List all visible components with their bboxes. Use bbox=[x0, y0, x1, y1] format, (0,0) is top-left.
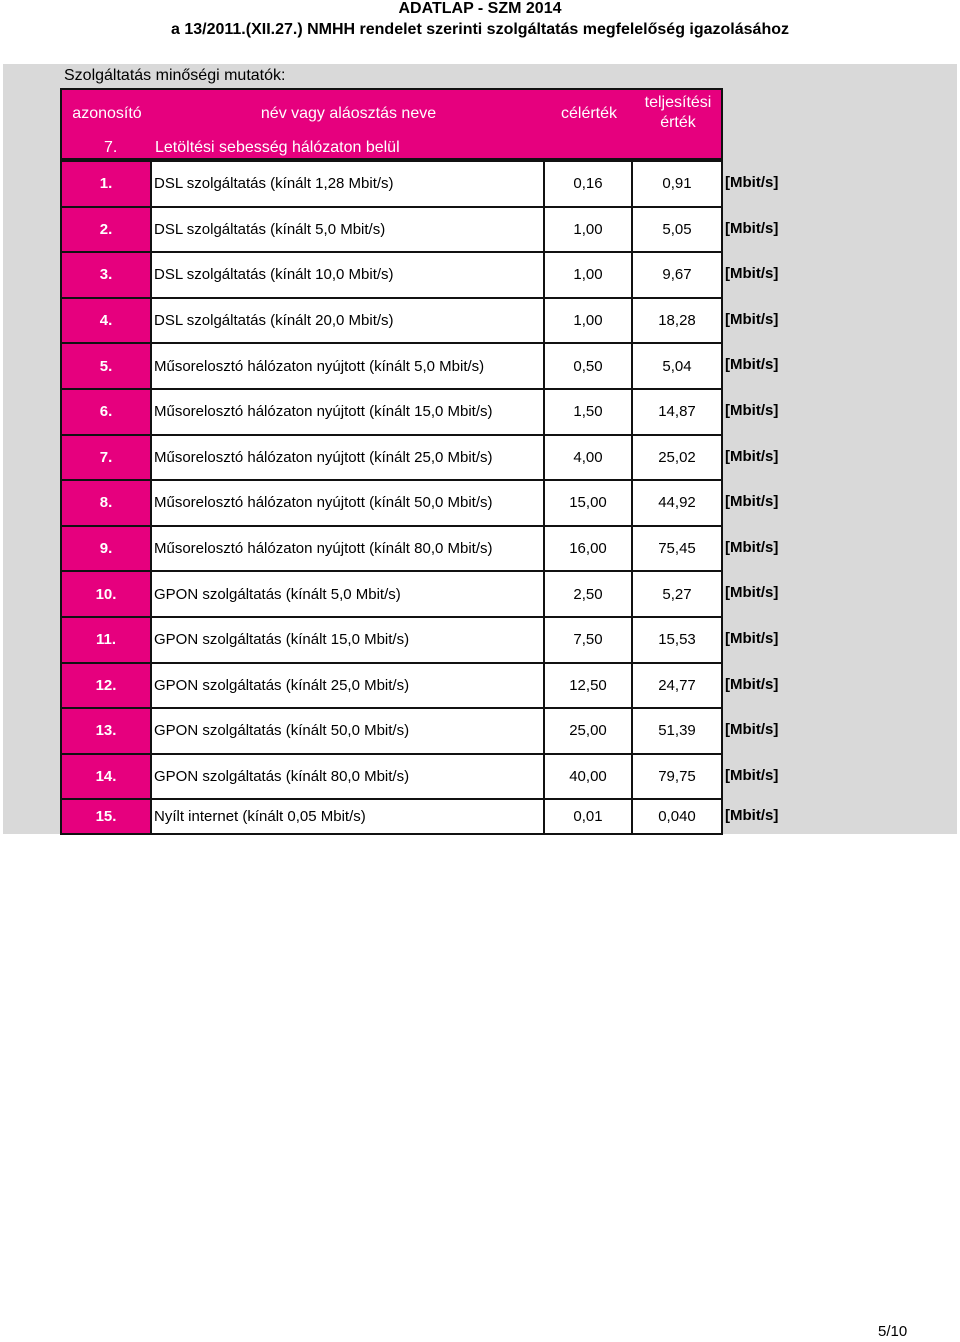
row-performance-value: 0,91 bbox=[631, 160, 723, 206]
row-id: 14. bbox=[60, 753, 150, 799]
table-row bbox=[60, 753, 723, 799]
row-name: Műsorelosztó hálózaton nyújtott (kínált 25,0 Mbit/s) bbox=[150, 434, 543, 480]
row-unit: [Mbit/s] bbox=[725, 807, 779, 825]
row-name: Műsorelosztó hálózaton nyújtott (kínált 5,0 Mbit/s) bbox=[150, 342, 543, 388]
row-name: GPON szolgáltatás (kínált 15,0 Mbit/s) bbox=[150, 616, 543, 662]
row-target-value: 16,00 bbox=[543, 525, 631, 571]
row-unit: [Mbit/s] bbox=[725, 356, 779, 374]
row-performance-value: 25,02 bbox=[631, 434, 723, 480]
row-name: GPON szolgáltatás (kínált 80,0 Mbit/s) bbox=[150, 753, 543, 799]
row-unit: [Mbit/s] bbox=[725, 402, 779, 419]
row-performance-value: 9,67 bbox=[631, 251, 723, 297]
row-unit: [Mbit/s] bbox=[725, 721, 779, 739]
row-target-value: 40,00 bbox=[543, 753, 631, 799]
row-unit: [Mbit/s] bbox=[725, 675, 779, 693]
row-unit: [Mbit/s] bbox=[725, 174, 779, 191]
row-unit: [Mbit/s] bbox=[725, 219, 779, 237]
table-row bbox=[60, 342, 723, 388]
section-title: Szolgáltatás minőségi mutatók: bbox=[64, 67, 286, 84]
row-target-value: 1,50 bbox=[543, 388, 631, 434]
row-target-value: 1,00 bbox=[543, 251, 631, 297]
document-title: ADATLAP - SZM 2014 bbox=[398, 0, 562, 17]
row-name: DSL szolgáltatás (kínált 10,0 Mbit/s) bbox=[150, 251, 543, 297]
table-row bbox=[60, 570, 723, 616]
row-name: Nyílt internet (kínált 0,05 Mbit/s) bbox=[150, 798, 543, 835]
row-id: 15. bbox=[60, 798, 150, 835]
row-id: 1. bbox=[60, 160, 150, 206]
table-row bbox=[60, 297, 723, 343]
row-performance-value: 15,53 bbox=[631, 616, 723, 662]
row-name: DSL szolgáltatás (kínált 1,28 Mbit/s) bbox=[150, 160, 543, 206]
row-unit: [Mbit/s] bbox=[725, 766, 779, 784]
document-subtitle: a 13/2011.(XII.27.) NMHH rendelet szerinti szolgáltatás megfelelőség igazolásához bbox=[171, 21, 789, 38]
row-performance-value: 18,28 bbox=[631, 297, 723, 343]
group-id: 7. bbox=[104, 139, 118, 156]
page-number: 5/10 bbox=[878, 1323, 908, 1340]
row-unit: [Mbit/s] bbox=[725, 310, 779, 328]
row-performance-value: 75,45 bbox=[631, 525, 723, 571]
row-unit: [Mbit/s] bbox=[725, 538, 779, 556]
row-name: DSL szolgáltatás (kínált 5,0 Mbit/s) bbox=[150, 206, 543, 252]
row-id: 4. bbox=[60, 297, 150, 343]
table-row bbox=[60, 798, 723, 835]
row-name: Műsorelosztó hálózaton nyújtott (kínált 15,0 Mbit/s) bbox=[150, 388, 543, 434]
column-header-performance-line1: teljesítési bbox=[644, 94, 712, 111]
row-unit: [Mbit/s] bbox=[725, 493, 779, 511]
table-row bbox=[60, 251, 723, 297]
row-target-value: 0,16 bbox=[543, 160, 631, 206]
row-target-value: 0,50 bbox=[543, 342, 631, 388]
row-id: 10. bbox=[60, 570, 150, 616]
table-row bbox=[60, 525, 723, 571]
row-target-value: 0,01 bbox=[543, 798, 631, 835]
row-name: GPON szolgáltatás (kínált 25,0 Mbit/s) bbox=[150, 662, 543, 708]
row-unit: [Mbit/s] bbox=[725, 265, 779, 283]
row-id: 3. bbox=[60, 251, 150, 297]
table-row bbox=[60, 388, 723, 434]
column-header-target: célérték bbox=[560, 105, 618, 122]
table-row bbox=[60, 206, 723, 252]
row-target-value: 1,00 bbox=[543, 297, 631, 343]
column-header-performance-line2: érték bbox=[660, 114, 696, 131]
row-unit: [Mbit/s] bbox=[725, 584, 779, 602]
column-header-name: név vagy aláosztás neve bbox=[260, 105, 437, 122]
row-performance-value: 51,39 bbox=[631, 707, 723, 753]
row-id: 2. bbox=[60, 206, 150, 252]
row-performance-value: 44,92 bbox=[631, 479, 723, 525]
row-id: 5. bbox=[60, 342, 150, 388]
row-id: 12. bbox=[60, 662, 150, 708]
row-name: GPON szolgáltatás (kínált 5,0 Mbit/s) bbox=[150, 570, 543, 616]
table-row bbox=[60, 616, 723, 662]
row-id: 11. bbox=[60, 616, 150, 662]
row-performance-value: 79,75 bbox=[631, 753, 723, 799]
row-name: DSL szolgáltatás (kínált 20,0 Mbit/s) bbox=[150, 297, 543, 343]
row-id: 7. bbox=[60, 434, 150, 480]
row-name: GPON szolgáltatás (kínált 50,0 Mbit/s) bbox=[150, 707, 543, 753]
row-id: 6. bbox=[60, 388, 150, 434]
row-target-value: 4,00 bbox=[543, 434, 631, 480]
row-name: Műsorelosztó hálózaton nyújtott (kínált 80,0 Mbit/s) bbox=[150, 525, 543, 571]
table-row bbox=[60, 160, 723, 206]
table-row bbox=[60, 707, 723, 753]
row-id: 9. bbox=[60, 525, 150, 571]
row-unit: [Mbit/s] bbox=[725, 630, 779, 647]
row-target-value: 15,00 bbox=[543, 479, 631, 525]
table-row bbox=[60, 434, 723, 480]
table-row bbox=[60, 479, 723, 525]
row-name: Műsorelosztó hálózaton nyújtott (kínált 50,0 Mbit/s) bbox=[150, 479, 543, 525]
group-name: Letöltési sebesség hálózaton belül bbox=[155, 139, 400, 156]
row-id: 8. bbox=[60, 479, 150, 525]
row-performance-value: 24,77 bbox=[631, 662, 723, 708]
table-row bbox=[60, 662, 723, 708]
table-header bbox=[60, 88, 723, 160]
row-performance-value: 14,87 bbox=[631, 388, 723, 434]
row-performance-value: 5,27 bbox=[631, 570, 723, 616]
row-target-value: 1,00 bbox=[543, 206, 631, 252]
row-id: 13. bbox=[60, 707, 150, 753]
row-performance-value: 5,05 bbox=[631, 206, 723, 252]
row-target-value: 12,50 bbox=[543, 662, 631, 708]
row-unit: [Mbit/s] bbox=[725, 447, 779, 465]
row-performance-value: 5,04 bbox=[631, 342, 723, 388]
column-header-performance bbox=[633, 93, 723, 133]
row-target-value: 25,00 bbox=[543, 707, 631, 753]
row-target-value: 7,50 bbox=[543, 616, 631, 662]
column-header-id: azonosító bbox=[72, 105, 142, 122]
row-performance-value: 0,040 bbox=[631, 798, 723, 835]
row-target-value: 2,50 bbox=[543, 570, 631, 616]
